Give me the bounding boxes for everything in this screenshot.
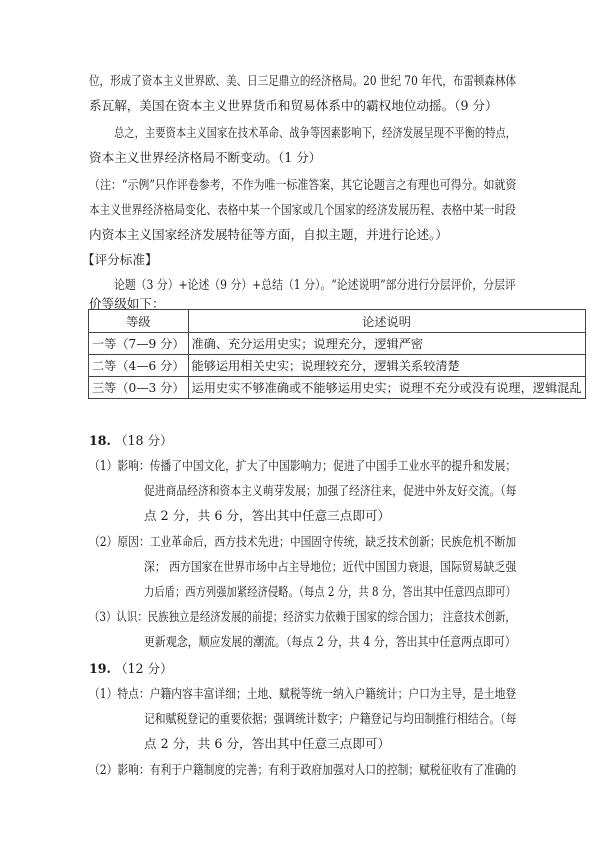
text-line: 本主义世界经济格局变化、表格中某一个国家或几个国家的经济发展历程、表格中某一时段 [89,202,516,217]
grade-description-cell: 能够运用相关史实；说理较充分，逻辑关系较清楚 [188,355,585,377]
answer-line: 深； 西方国家在世界市场中占主导地位；近代中国国力衰退，国际贸易缺乏强 [144,559,517,574]
answer-line: 力后盾；西方列强加紧经济侵略。（每点 2 分，共 8 分，答出其中任意四点即可） [144,584,516,599]
grading-table [88,309,586,399]
table-row [89,377,586,399]
text-line: 资本主义世界经济格局不断变动。（1 分） [89,150,322,165]
answer-line: （1）特点：户籍内容丰富详细；土地、赋税等统一纳入户籍统计；户口为主导，是土地登 [89,686,517,701]
answer-line: 点 2 分，共 6 分，答出其中任意三点即可） [144,508,391,523]
text-line: 总之，主要资本主义国家在技术革命、战争等因素影响下，经济发展呈现不平衡的特点， [114,125,517,140]
answer-line: 记和赋税登记的重要依据；强调统计数字；户籍登记与均田制推行相结合。（每 [144,711,517,726]
text-line: （注：“示例”只作评卷参考，不作为唯一标准答案，其它论题言之有理也可得分。如就资 [89,177,517,192]
text-line: 系瓦解，美国在资本主义世界货币和贸易体系中的霸权地位动摇。（9 分） [89,98,498,113]
answer-line: （3）认识：民族独立是经济发展的前提；经济实力依赖于国家的综合国力； 注意技术创新， [89,609,516,624]
table-header-cell: 等级 [89,310,189,333]
grade-description-cell: 运用史实不够准确或不能够运用史实；说理不充分或没有说理，逻辑混乱 [188,377,585,399]
table-row [89,333,586,355]
section-heading: 【评分标准】 [82,252,158,267]
table-header-row [89,310,586,333]
text-line: 价等级如下： [89,296,165,311]
grade-description-cell: 准确、充分运用史实；说理充分，逻辑严密 [188,333,585,355]
table-header-cell: 论述说明 [188,310,585,333]
question-number: 19. [89,661,111,676]
answer-line: 更新观念，顺应发展的潮流。（每点 2 分，共 4 分，答出其中任意两点即可） [144,634,516,649]
grade-level-cell: 三等（0—3 分） [89,377,189,399]
text-line: 内资本主义国家经济发展特征等方面，自拟主题，并进行论述。） [89,227,448,242]
answer-line: （1）影响：传播了中国文化，扩大了中国影响力；促进了中国手工业水平的提升和发展； [89,458,517,473]
text-line: 论题（3 分）+论述（9 分）+总结（1 分）。“论述说明”部分进行分层评价，分层评 [114,277,516,292]
question-header [89,431,173,451]
question-header [89,659,173,679]
table-row [89,355,586,377]
question-score: （18 分） [114,433,173,448]
question-score: （12 分） [114,661,173,676]
answer-line: （2）原因：工业革命后，西方技术先进；中国固守传统，缺乏技术创新；民族危机不断加 [89,534,517,549]
question-number: 18. [89,433,111,448]
grade-level-cell: 一等（7—9 分） [89,333,189,355]
answer-line: 促进商品经济和资本主义萌芽发展；加强了经济往来，促进中外友好交流。（每 [144,483,517,498]
answer-line: （2）影响：有利于户籍制度的完善；有利于政府加强对人口的控制；赋税征收有了准确的 [89,762,517,777]
answer-line: 点 2 分，共 6 分，答出其中任意三点即可） [144,736,391,751]
grade-level-cell: 二等（4—6 分） [89,355,189,377]
text-line: 位，形成了资本主义世界欧、美、日三足鼎立的经济格局。20 世纪 70 年代，布雷顿森林体 [89,73,517,88]
